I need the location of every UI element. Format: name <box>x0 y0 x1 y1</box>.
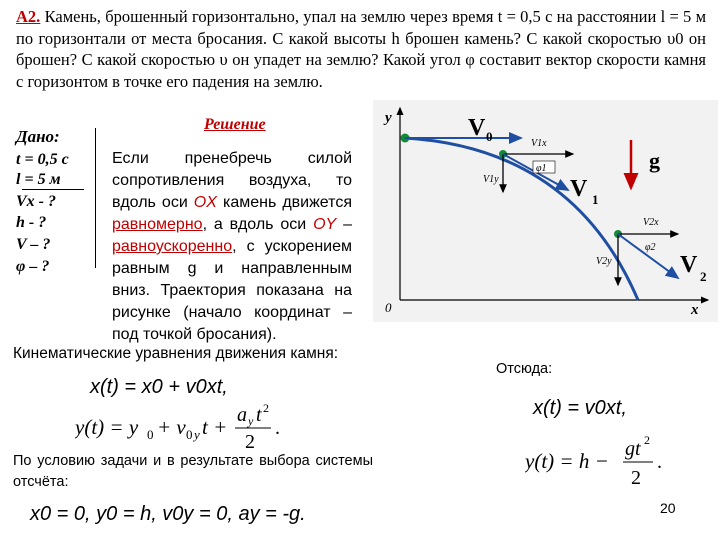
v2y-label: V2y <box>596 256 612 267</box>
axis-ox: OX <box>193 194 217 211</box>
svg-text:1: 1 <box>592 192 599 207</box>
phi1-label: φ1 <box>536 163 547 174</box>
svg-text:2: 2 <box>263 402 269 415</box>
unknown-vx: Vx - ? <box>16 193 56 210</box>
trajectory-diagram <box>373 100 718 322</box>
svg-text:y(t) = h −: y(t) = h − <box>525 449 609 473</box>
g-label: g <box>649 148 660 173</box>
solution-text: Если пренебречь силой сопротивления воздуха, то вдоль оси OX камень движется равномерно, а вдоль оси OY – равноускоренно, с ускорением равным g и направленным вниз. Траектория показана на рисунке (начало координат – под точкой бросания). <box>112 150 353 343</box>
v1-label: V <box>570 176 588 202</box>
svg-text:0: 0 <box>147 427 154 442</box>
condition-text: По условию задачи и в результате выбора системы отсчёта: <box>13 453 373 490</box>
hence-label: Отсюда: <box>496 361 553 377</box>
solution-title: Решение <box>204 116 266 133</box>
svg-text:gt: gt <box>625 438 641 460</box>
v1y-label: V1y <box>483 174 499 185</box>
given-time: t = 0,5 с <box>16 151 69 168</box>
problem-statement <box>16 6 706 92</box>
kinematics-label: Кинематические уравнения движения камня: <box>13 345 339 362</box>
problem-number: А2. <box>16 7 41 26</box>
equation-y-specific <box>525 428 685 495</box>
uniform-term: равномерно <box>112 216 203 233</box>
y-axis-label: y <box>385 110 392 126</box>
phi2-label: φ2 <box>645 242 656 253</box>
svg-text:2: 2 <box>700 269 707 284</box>
v1x-label: V1x <box>531 138 547 149</box>
v2x-label: V2x <box>643 217 659 228</box>
accelerated-term: равноускоренно <box>112 238 233 255</box>
svg-text:y: y <box>248 414 254 428</box>
axis-oy: OY <box>313 216 337 233</box>
svg-text:a: a <box>237 404 247 426</box>
unknown-v: V – ? <box>16 236 51 253</box>
trajectory-curve <box>405 138 638 300</box>
svg-text:+ v: + v <box>157 415 186 439</box>
equation-x-specific: x(t) = v0xt, <box>533 397 627 419</box>
final-conditions: x0 = 0, y0 = h, v0y = 0, ay = -g. <box>30 503 306 525</box>
origin-label: 0 <box>385 300 392 315</box>
problem-text: Камень, брошенный горизонтально, упал на землю через время t = 0,5 с на расстоянии l = 5 м по горизонтали от места бросания. С какой высоты h брошен камень? С какой скоростью υ0 он брошен? С какой скоростью υ он упадет на землю? Какой угол φ составит вектор скорости камня с горизонтом в точке его падения на землю. <box>16 7 707 91</box>
unknown-h: h - ? <box>16 214 47 231</box>
given-distance: l = 5 м <box>16 171 61 188</box>
svg-text:2: 2 <box>644 433 650 447</box>
svg-text:.: . <box>657 451 662 473</box>
given-separator <box>95 128 96 268</box>
svg-text:t +: t + <box>202 415 228 439</box>
trajectory-figure <box>373 100 718 322</box>
svg-text:y: y <box>194 427 200 442</box>
equation-y-general <box>75 402 285 457</box>
equation-x-general: x(t) = x0 + v0xt, <box>90 376 228 398</box>
svg-text:2: 2 <box>245 431 255 452</box>
x-axis-label: x <box>691 302 699 318</box>
svg-text:0: 0 <box>486 129 493 144</box>
unknown-phi: φ – ? <box>16 258 50 275</box>
given-title: Дано: <box>16 127 60 146</box>
svg-text:t: t <box>256 404 262 426</box>
svg-text:y(t) = y: y(t) = y <box>75 415 139 439</box>
svg-text:.: . <box>275 417 280 439</box>
v2-vector <box>618 234 678 278</box>
given-divider <box>22 189 84 190</box>
svg-text:2: 2 <box>631 467 641 489</box>
page-number: 20 <box>660 500 676 516</box>
svg-text:0: 0 <box>186 427 193 442</box>
v2-label: V <box>680 252 698 278</box>
v0-label: V <box>468 115 486 141</box>
